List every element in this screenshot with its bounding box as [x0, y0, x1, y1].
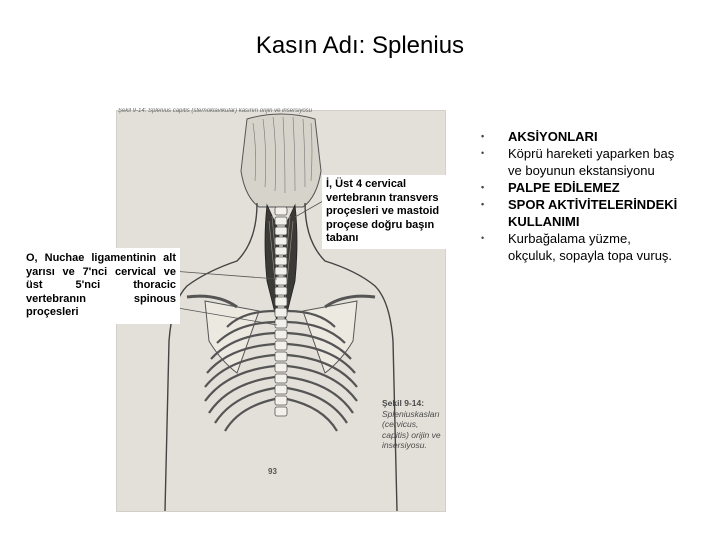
bullet-sports-detail: • Kurbağalama yüzme, okçuluk, sopayla topa vuruş.: [478, 230, 678, 264]
insertion-annotation: İ, Üst 4 cervical vertebranın transvers proçesleri ve mastoid proçese doğru başın tabanı: [322, 175, 462, 249]
page-number: 93: [268, 467, 277, 476]
caption-body: Spleniuskasları (cervicus, capitis) orijin ve insersiyosu.: [382, 408, 441, 450]
bullet-actions-heading: • AKSİYONLARI: [478, 128, 678, 145]
caption-title: Şekil 9-14:: [382, 398, 425, 408]
origin-annotation: O, Nuchae ligamentinin alt yarısı ve 7'nci cervical ve üst 5'nci thoracic vertebranın spinous proçesleri: [22, 248, 180, 324]
figure-headline: Şekil 9-14: Splenius capitis (sternoklavikular) kasının orijin ve insersiyosu: [118, 108, 313, 114]
bullet-list: [478, 128, 678, 264]
bullet-palpation: • PALPE EDİLEMEZ: [478, 179, 678, 196]
bullet-sports-heading: • SPOR AKTİVİTELERİNDEKİ KULLANIMI: [478, 196, 678, 230]
slide-title: Kasın Adı: Splenius: [255, 32, 465, 59]
bullet-actions-detail: • Köprü hareketi yaparken baş ve boyunun ekstansiyonu: [478, 145, 678, 179]
figure-caption: [382, 398, 446, 451]
